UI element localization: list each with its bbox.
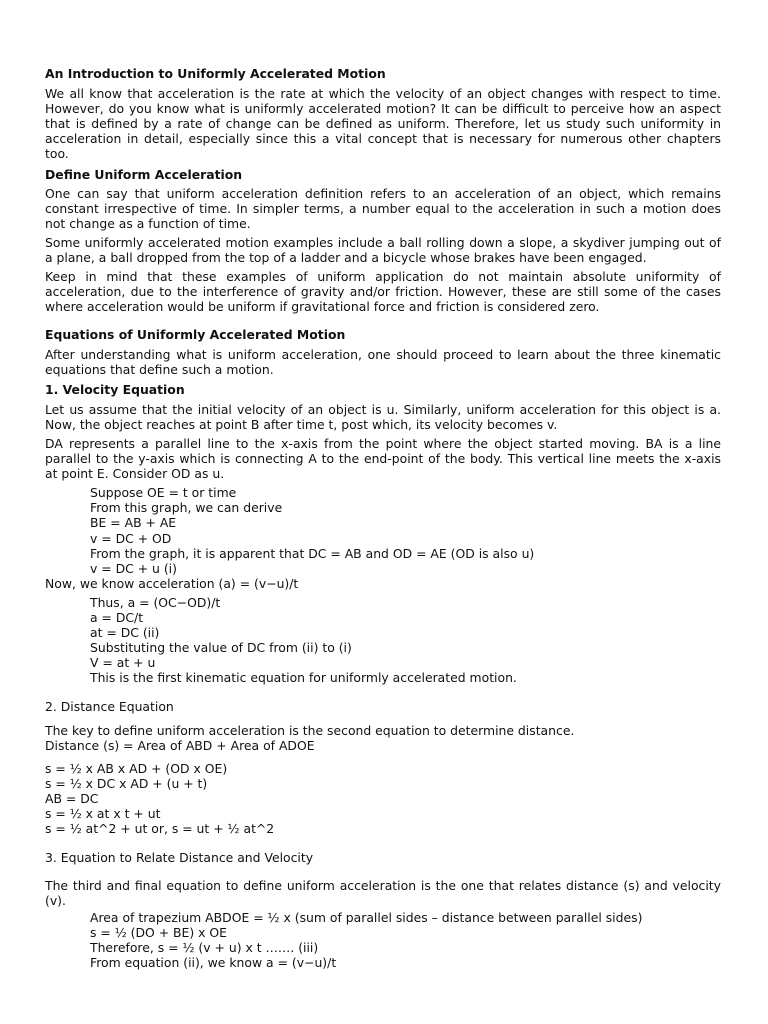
define-paragraph-3: Keep in mind that these examples of uniform application do not maintain absolute uniformity of acceleration, due to the interference of gravity and/or friction. However, these are still some of the cases where acceleration would be uniform if gravitational force and friction is considered zero. <box>45 269 721 315</box>
define-paragraph-2: Some uniformly accelerated motion examples include a ball rolling down a slope, a skydiver jumping out of a plane, a ball dropped from the top of a ladder and a bicycle whose brakes have been engaged. <box>45 234 721 266</box>
relate-line: s = ½ (DO + BE) x OE <box>90 924 228 940</box>
velocity-paragraph-2: DA represents a parallel line to the x-axis from the point where the object started moving. BA is a line parallel to the y-axis which is connecting A to the end-point of the body. This vertical line meets the x-axis at point E. Consider OD as u. <box>45 435 721 482</box>
derivation-line: at = DC (ii) <box>90 625 160 641</box>
velocity-heading: 1. Velocity Equation <box>45 381 185 397</box>
derivation-line: From this graph, we can derive <box>90 500 283 516</box>
define-heading: Define Uniform Acceleration <box>45 166 243 182</box>
derivation-line: Thus, a = (OC−OD)/t <box>90 594 221 610</box>
velocity-derivation-block-2 <box>45 595 721 686</box>
equations-paragraph: After understanding what is uniform acceleration, one should proceed to learn about the three kinematic equations that define such a motion. <box>45 346 721 377</box>
distance-line: s = ½ x AB x AD + (OD x OE) <box>45 760 228 776</box>
derivation-line: a = DC/t <box>90 610 144 625</box>
document-page <box>45 64 721 970</box>
relate-line: Therefore, s = ½ (v + u) x t ……. (iii) <box>90 939 319 955</box>
derivation-line: BE = AB + AE <box>90 515 177 531</box>
distance-line: s = ½ x DC x AD + (u + t) <box>45 775 208 791</box>
document-title: An Introduction to Uniformly Accelerated Motion <box>45 66 386 81</box>
distance-intro-line: Distance (s) = Area of ABD + Area of ADOE <box>45 737 315 753</box>
equations-heading: Equations of Uniformly Accelerated Motion <box>45 327 346 343</box>
velocity-paragraph-1: Let us assume that the initial velocity of an object is u. Similarly, uniform acceleration for this object is a. Now, the object reaches at point B after time t, post which, its velocity becomes v. <box>45 401 721 432</box>
acceleration-line: Now, we know acceleration (a) = (v−u)/t <box>45 575 299 591</box>
distance-line: s = ½ x at x t + ut <box>45 806 161 822</box>
derivation-line: v = DC + u (i) <box>90 560 177 576</box>
relate-line: From equation (ii), we know a = (v−u)/t <box>90 954 337 970</box>
distance-line: AB = DC <box>45 790 99 806</box>
derivation-line: v = DC + OD <box>90 530 172 546</box>
distance-intro <box>45 723 721 753</box>
distance-heading: 2. Distance Equation <box>45 699 174 715</box>
relate-derivation <box>45 910 721 970</box>
distance-line: s = ½ at^2 + ut or, s = ut + ½ at^2 <box>45 821 275 837</box>
derivation-line: V = at + u <box>90 655 156 671</box>
distance-derivation <box>45 761 721 836</box>
intro-paragraph: We all know that acceleration is the rate at which the velocity of an object changes with respect to time. However, do you know what is uniformly accelerated motion? It can be difficult to perceive how an aspect that is defined by a rate of change can be defined as uniform. Therefore, let us study such uniformity in acceleration in detail, especially since this a vital concept that is necessary for numerous other chapters too. <box>45 86 721 162</box>
relate-heading: 3. Equation to Relate Distance and Velocity <box>45 850 314 866</box>
relate-line: Area of trapezium ABDOE = ½ x (sum of parallel sides – distance between parallel sides) <box>90 909 643 925</box>
derivation-line: Suppose OE = t or time <box>90 485 237 501</box>
distance-intro-line: The key to define uniform acceleration is the second equation to determine distance. <box>45 722 575 738</box>
define-paragraph-1: One can say that uniform acceleration definition refers to an acceleration of an object, which remains constant irrespective of time. In simpler terms, a number equal to the acceleration in such a motion does not change as a function of time. <box>45 185 721 231</box>
derivation-line: Substituting the value of DC from (ii) to (i) <box>90 640 352 656</box>
derivation-line: This is the first kinematic equation for uniformly accelerated motion. <box>90 670 517 686</box>
derivation-line: From the graph, it is apparent that DC = AB and OD = AE (OD is also u) <box>90 545 535 561</box>
relate-paragraph: The third and final equation to define uniform acceleration is the one that relates distance (s) and velocity (v). <box>45 878 721 909</box>
velocity-derivation-block-1 <box>45 485 721 576</box>
